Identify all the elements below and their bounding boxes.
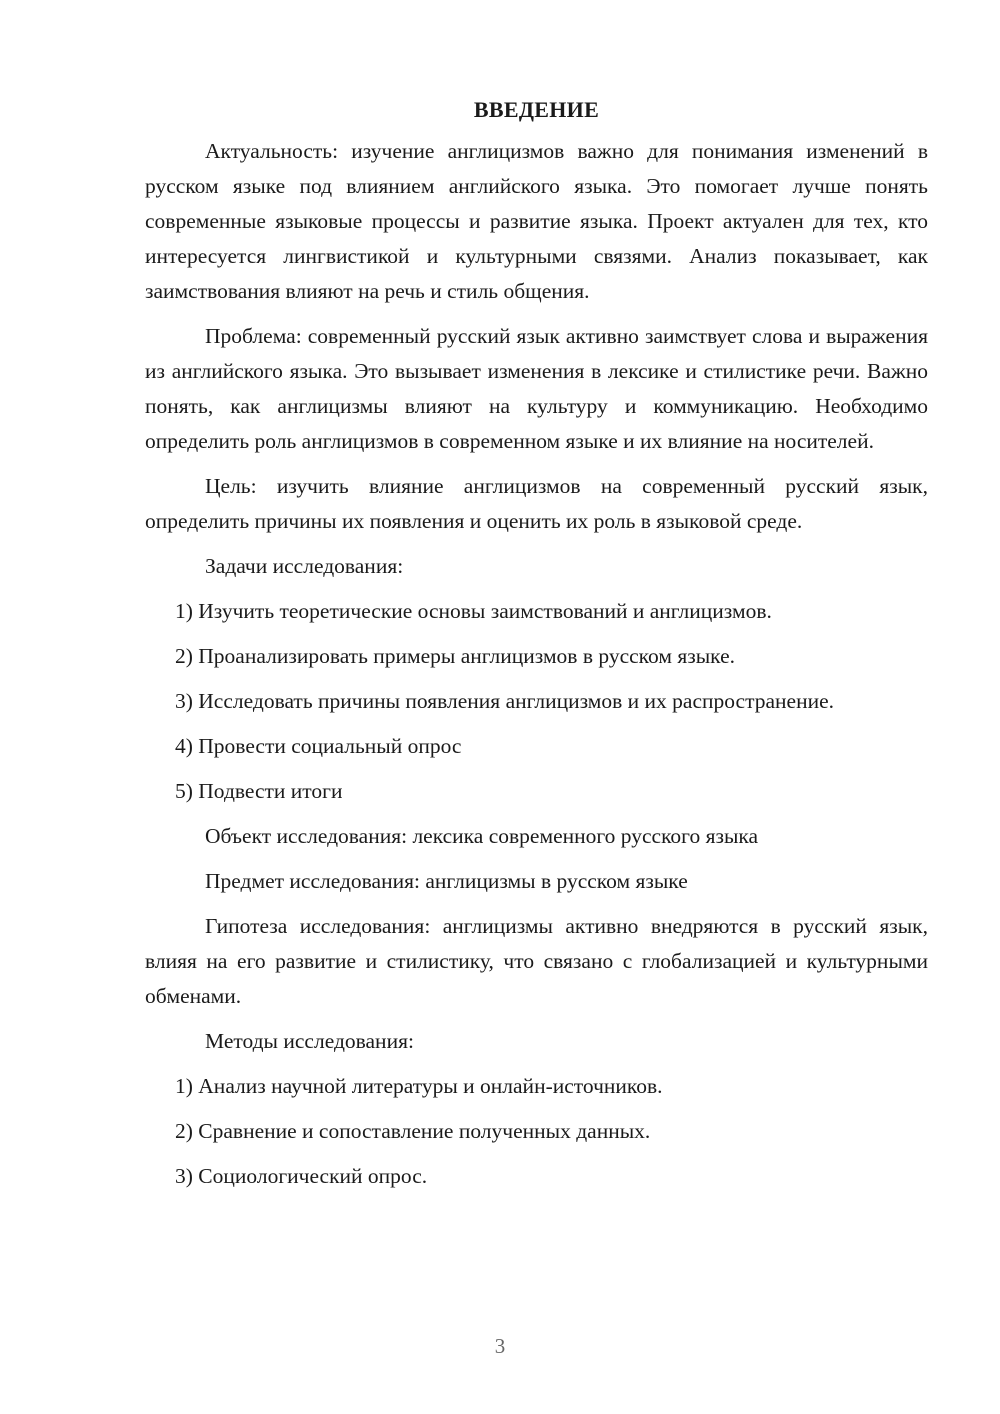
task-item: 4) Провести социальный опрос xyxy=(175,734,462,758)
method-item: 1) Анализ научной литературы и онлайн-источников. xyxy=(175,1074,663,1098)
page-number: 3 xyxy=(494,1334,506,1358)
method-item: 3) Социологический опрос. xyxy=(175,1164,428,1188)
task-item: 2) Проанализировать примеры англицизмов в русском языке. xyxy=(175,644,735,668)
paragraph-hypothesis: Гипотеза исследования: англицизмы активно внедряются в русский язык, влияя на его развитие и стилистику, что связано с глобализацией и культурными обменами. xyxy=(145,914,928,1008)
task-item: 1) Изучить теоретические основы заимствований и англицизмов. xyxy=(175,599,772,623)
paragraph-goal: Цель: изучить влияние англицизмов на современный русский язык, определить причины их появления и оценить их роль в языковой среде. xyxy=(145,474,928,533)
research-object: Объект исследования: лексика современного русского языка xyxy=(205,824,759,848)
task-item: 3) Исследовать причины появления англицизмов и их распространение. xyxy=(175,689,835,713)
paragraph-relevance: Актуальность: изучение англицизмов важно для понимания изменений в русском языке под влиянием английского языка. Это помогает лучше понять современные языковые процессы и развитие языка. Проект актуален для тех, кто интересуется лингвистикой и культурными связями. Анализ показывает, как заимствования влияют на речь и стиль общения. xyxy=(145,139,928,303)
document-page xyxy=(145,92,928,1204)
research-subject: Предмет исследования: англицизмы в русском языке xyxy=(205,869,688,893)
methods-heading: Методы исследования: xyxy=(205,1029,414,1053)
paragraph-problem: Проблема: современный русский язык активно заимствует слова и выражения из английского языка. Это вызывает изменения в лексике и стилистике речи. Важно понять, как англицизмы влияют на культуру и коммуникацию. Необходимо определить роль англицизмов в современном языке и их влияние на носителей. xyxy=(145,324,928,453)
method-item: 2) Сравнение и сопоставление полученных данных. xyxy=(175,1119,651,1143)
task-item: 5) Подвести итоги xyxy=(175,779,343,803)
section-heading: ВВЕДЕНИЕ xyxy=(473,97,600,122)
tasks-heading: Задачи исследования: xyxy=(205,554,404,578)
